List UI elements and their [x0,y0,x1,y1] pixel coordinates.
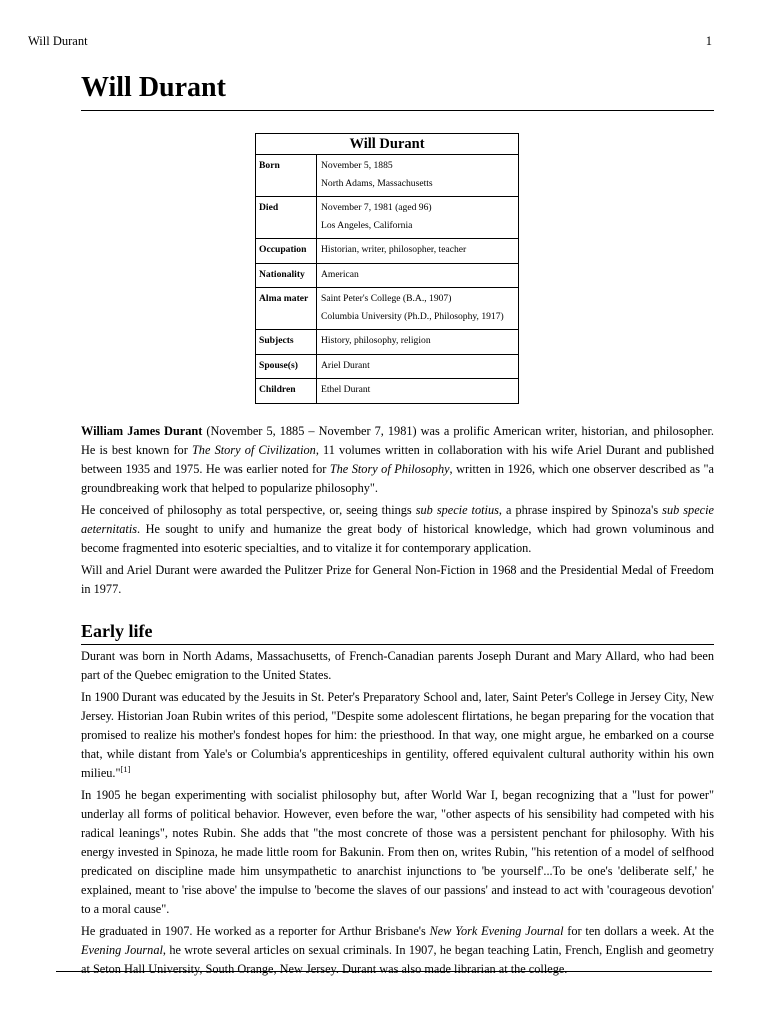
infobox-value-line: Saint Peter's College (B.A., 1907) [321,293,452,304]
section-heading-early-life: Early life [81,618,714,645]
infobox-row [256,330,519,355]
infobox-label: Died [256,197,317,239]
infobox-value [317,263,519,288]
article-body [81,68,714,979]
infobox-value [317,155,519,197]
infobox-value-line: November 7, 1981 (aged 96) [321,202,432,213]
infobox [255,133,519,404]
subject-name: William James Durant [81,423,203,438]
intro-paragraph-2: He conceived of philosophy as total perspective, or, seeing things sub specie totius, a phrase inspired by Spinoza's sub specie aeternitatis. He sought to unify and humanize the great body of historical knowledge, which had grown voluminous and become fragmented into esoteric specialties, and to vitalize it for contemporary application. [81,502,714,555]
infobox-value [317,379,519,404]
infobox-row [256,379,519,404]
infobox-value-line: History, philosophy, religion [321,335,431,346]
infobox-label: Subjects [256,330,317,355]
intro-paragraph-3: Will and Ariel Durant were awarded the Pulitzer Prize for General Non-Fiction in 1968 and the Presidential Medal of Freedom in 1977. [81,562,714,596]
infobox-row [256,354,519,379]
early-life-paragraph-3: In 1905 he began experimenting with socialist philosophy but, after World War I, began recognizing that a "lust for power" underlay all forms of political behavior. However, even before the war, "other aspects of his sensibility had competed with his radical leanings", notes Rubin. She adds that "the most concrete of those was a persistent penchant for philosophy. With his energy invested in Spinoza, he made little room for Bakunin. From then on, writes Rubin, "his retention of a model of selfhood predicated on discipline made him unsympathetic to anarchist injunctions to 'be yourself'...To be one's 'deliberate self,' he explained, meant to 'rise above' the impulse to 'become the slaves of our passions' and instead to act with 'courageous devotion' to a moral cause". [81,787,714,916]
newspaper-title: Evening Journal [81,942,163,957]
early-life-paragraph-2: In 1900 Durant was educated by the Jesuits in St. Peter's Preparatory School and, later, Saint Peter's College in Jersey City, New Jersey. Historian Joan Rubin writes of this period, "Despite some adolescent flirtations, he began preparing for the vocation that promised to realize his mother's fondest hopes for him: the priesthood. In that way, one might argue, he embarked on a course that, while distant from Yale's or Columbia's apprenticeships in gentility, offered equivalent cultural authority within his own milieu."[1] [81,689,714,780]
infobox-row [256,288,519,330]
intro-section [81,422,714,599]
infobox-value-line: Ariel Durant [321,359,370,371]
infobox-value-line: Los Angeles, California [321,219,413,231]
page-number: 1 [705,34,712,48]
page-title: Will Durant [81,68,714,111]
infobox-value-line: November 5, 1885 [321,160,393,171]
footer-rule [56,971,712,972]
citation-link[interactable]: [1] [120,763,131,774]
infobox-value [317,330,519,355]
infobox-label: Children [256,379,317,404]
infobox-label: Occupation [256,239,317,264]
running-header-title: Will Durant [28,34,88,48]
infobox-value-line: Historian, writer, philosopher, teacher [321,244,467,255]
infobox-value-line: American [321,268,359,280]
infobox-value [317,288,519,330]
infobox-value [317,239,519,264]
running-header [28,34,712,49]
early-life-paragraph-4: He graduated in 1907. He worked as a reporter for Arthur Brisbane's New York Evening Journal for ten dollars a week. At the Evening Journal, he wrote several articles on sexual criminals. In 1907, he began teaching Latin, French, English and geometry at Seton Hall University, South Orange, New Jersey. Durant was also made librarian at the college. [81,923,715,976]
newspaper-title: New York Evening Journal [429,923,564,938]
latin-phrase: sub specie aeternitatis [81,502,714,536]
infobox-row [256,263,519,288]
infobox-value-line: Ethel Durant [321,384,371,395]
early-life-paragraph-1: Durant was born in North Adams, Massachusetts, of French-Canadian parents Joseph Durant and Mary Allard, who had been part of the Quebec emigration to the United States. [81,648,714,682]
book-title: The Story of Philosophy [329,461,450,476]
infobox-row [256,197,519,239]
infobox-caption: Will Durant [256,134,519,155]
infobox-label: Nationality [256,263,317,288]
book-title: The Story of Civilization [191,442,316,457]
infobox-value-line: Columbia University (Ph.D., Philosophy, 1917) [321,310,504,322]
latin-phrase: sub specie totius [415,502,499,517]
infobox-value [317,197,519,239]
infobox-value [317,354,519,379]
infobox-value-line: North Adams, Massachusetts [321,177,433,189]
intro-paragraph-1: William James Durant (November 5, 1885 – November 7, 1981) was a prolific American writer, historian, and philosopher. He is best known for The Story of Civilization, 11 volumes written in collaboration with his wife Ariel Durant and published between 1935 and 1975. He was earlier noted for The Story of Philosophy, written in 1926, which one observer described as "a groundbreaking work that helped to popularize philosophy". [81,423,714,495]
infobox-row [256,155,519,197]
infobox-label: Alma mater [256,288,317,330]
infobox-label: Born [256,155,317,197]
infobox-label: Spouse(s) [256,354,317,379]
infobox-row [256,239,519,264]
